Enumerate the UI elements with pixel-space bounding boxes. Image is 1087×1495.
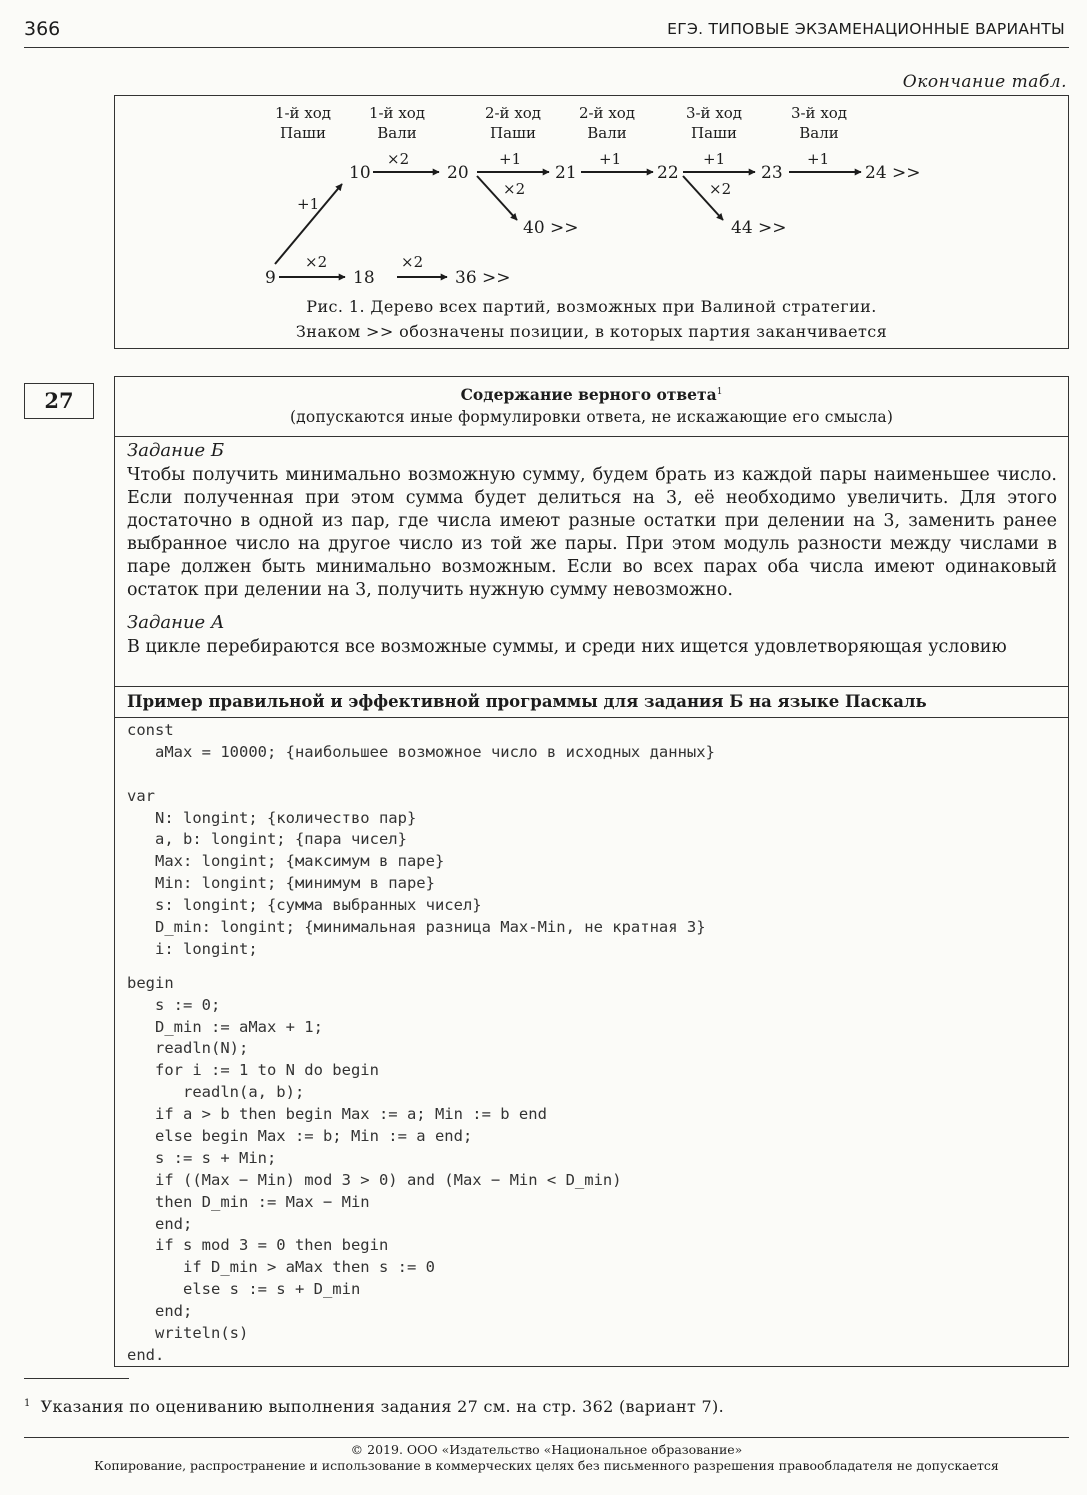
footnote-text: Указания по оцениванию выполнения задания 27 см. на стр. 362 (вариант 7). (40, 1397, 724, 1416)
task-number-box: 27 (24, 383, 94, 419)
node-44: 44 >> (731, 218, 787, 238)
node-23: 23 (761, 163, 783, 183)
col-header-6-line2: Вали (799, 124, 839, 142)
edge-label-20-40: ×2 (503, 180, 526, 198)
game-tree-figure (114, 95, 1069, 349)
answer-heading-footnote-mark: 1 (716, 386, 723, 397)
rights-notice: Копирование, распространение и использование в коммерческих целях без письменного разрешения правообладателя не допускается (94, 1458, 999, 1473)
footnote-rule (24, 1378, 129, 1379)
answer-subheading: (допускаются иные формулировки ответа, не искажающие его смысла) (289, 408, 894, 426)
edge-label-22-23: +1 (703, 150, 726, 168)
col-header-3-line2: Паши (490, 124, 536, 142)
code-line: D_min := aMax + 1; (127, 1017, 323, 1036)
col-header-3-line1: 2-й ход (484, 104, 542, 122)
answer-table (114, 376, 1069, 1367)
page-number: 366 (24, 18, 61, 40)
code-line: aMax = 10000; {наибольшее возможное число в исходных данных} (127, 742, 715, 761)
code-line: if ((Max − Min) mod 3 > 0) and (Max − Min < D_min) (127, 1170, 622, 1189)
node-10: 10 (349, 163, 371, 183)
pascal-code-listing (127, 720, 715, 1367)
answer-heading-text: Содержание верного ответа (460, 385, 717, 404)
edge-label-22-44: ×2 (709, 180, 732, 198)
edge-label-21-22: +1 (599, 150, 622, 168)
code-spacer (127, 961, 715, 973)
footnote (24, 1397, 724, 1416)
col-header-1-line2: Паши (280, 124, 326, 142)
edge-label-9-10: +1 (297, 195, 320, 213)
col-header-5-line2: Паши (691, 124, 737, 142)
node-9: 9 (265, 268, 276, 288)
code-line: if D_min > aMax then s := 0 (127, 1258, 435, 1277)
col-header-4-line1: 2-й ход (578, 104, 636, 122)
code-line: for i := 1 to N do begin (127, 1061, 379, 1080)
footnote-mark: 1 (24, 1397, 31, 1409)
code-line: readln(N); (127, 1039, 249, 1058)
code-line: else s := s + D_min (127, 1280, 361, 1299)
running-header: ЕГЭ. ТИПОВЫЕ ЭКЗАМЕНАЦИОННЫЕ ВАРИАНТЫ (667, 20, 1065, 38)
code-line: s := s + Min; (127, 1148, 277, 1167)
copyright: © 2019. ООО «Издательство «Национальное образование» (350, 1442, 743, 1457)
code-line: if s mod 3 = 0 then begin (127, 1236, 389, 1255)
task-a-text: В цикле перебираются все возможные суммы, и среди них ищется удовлетворяющая условию (127, 637, 1007, 657)
divider (115, 717, 1068, 718)
col-header-4-line2: Вали (587, 124, 627, 142)
node-40: 40 >> (523, 218, 579, 238)
code-line: Min: longint; {минимум в паре} (127, 874, 435, 893)
code-line: i: longint; (127, 939, 258, 958)
code-line: const (127, 721, 174, 739)
table-end-label: Окончание табл. (902, 72, 1067, 92)
edge-label-10-20: ×2 (387, 150, 410, 168)
node-21: 21 (555, 163, 577, 183)
col-header-1-line1: 1-й ход (274, 104, 332, 122)
code-line: end. (127, 1345, 165, 1364)
node-18: 18 (353, 268, 375, 288)
header-rule (24, 47, 1069, 48)
code-line: s: longint; {сумма выбранных чисел} (127, 896, 482, 915)
program-heading: Пример правильной и эффективной программы для задания Б на языке Паскаль (127, 692, 927, 711)
col-header-5-line1: 3-й ход (685, 104, 743, 122)
node-20: 20 (447, 163, 469, 183)
code-line: var (127, 786, 155, 805)
edge-label-18-36: ×2 (401, 253, 424, 271)
task-a-title: Задание А (127, 612, 225, 633)
code-line: end; (127, 1302, 193, 1321)
col-header-2-line1: 1-й ход (368, 104, 426, 122)
node-36: 36 >> (455, 268, 511, 288)
code-line: begin (127, 973, 174, 992)
col-header-2-line2: Вали (377, 124, 417, 142)
code-line: D_min: longint; {минимальная разница Max-Min, не кратная 3} (127, 918, 706, 937)
code-line: then D_min := Max − Min (127, 1192, 370, 1211)
node-22: 22 (657, 163, 679, 183)
col-header-6-line1: 3-й ход (790, 104, 848, 122)
code-line (127, 764, 715, 786)
code-line: else begin Max := b; Min := a end; (127, 1127, 473, 1146)
answer-heading (115, 385, 1068, 404)
code-line: end; (127, 1214, 193, 1233)
divider (115, 436, 1068, 437)
code-line: Max: longint; {максимум в паре} (127, 852, 445, 871)
divider (115, 686, 1068, 687)
edge-label-9-18: ×2 (305, 253, 328, 271)
task-b-text: Чтобы получить минимально возможную сумму, будем брать из каждой пары наименьшее число. Если полученная при этом сумма будет делиться на 3, её необходимо увеличить. Для этого достаточно в одной из пар, где числа имеют разные остатки при делении на 3, заменить ранее выбранное число на другое число из той же пары. При этом модуль разности между числами в паре должен быть минимально возможным. Если во всех парах оба числа имеют одинаковый остаток при делении на 3, получить нужную сумму невозможно. (127, 465, 1057, 600)
footer-rule (24, 1437, 1069, 1438)
task-b-title: Задание Б (127, 440, 225, 461)
edge-label-20-21: +1 (499, 150, 522, 168)
code-line: writeln(s) (127, 1324, 249, 1343)
edge-label-23-24: +1 (807, 150, 830, 168)
code-line: N: longint; {количество пар} (127, 808, 417, 827)
code-line: a, b: longint; {пара чисел} (127, 830, 407, 849)
code-line: if a > b then begin Max := a; Min := b end (127, 1105, 547, 1124)
code-line: readln(a, b); (127, 1083, 305, 1102)
figure-caption-line1: Рис. 1. Дерево всех партий, возможных при Валиной стратегии. (306, 297, 877, 316)
figure-caption-line2: Знаком >> обозначены позиции, в которых партия заканчивается (295, 322, 888, 341)
code-line: s := 0; (127, 995, 221, 1014)
node-24: 24 >> (865, 163, 921, 183)
